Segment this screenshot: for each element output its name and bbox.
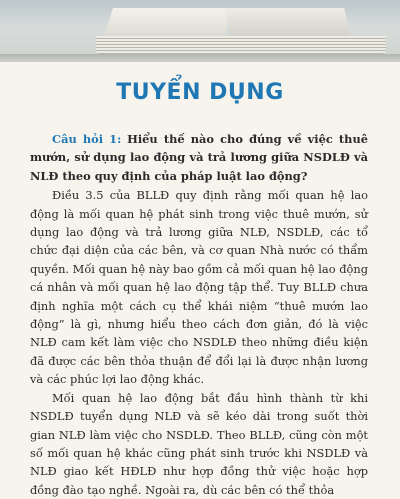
header-book-photo xyxy=(0,0,400,62)
body-paragraph-2: Mối quan hệ lao động bắt đầu hình thành từ khi NSDLĐ tuyển dụng NLĐ và sẽ kéo dài trong suốt thời gian NLĐ làm việc cho NSDLĐ. Theo BLLĐ, cũng còn một số mối quan hệ khác cũng phát sinh trước khi NSDLĐ và NLĐ giao kết HĐLĐ như hợp đồng thử việc hoặc hợp đồng đào tạo nghề. Ngoài ra, dù các bên có thể thỏa xyxy=(30,390,368,497)
document-body xyxy=(30,130,368,499)
body-paragraph-1: Điều 3.5 của BLLĐ quy định rằng mối quan hệ lao động là mối quan hệ phát sinh trong việc thuê mướn, sử dụng lao động và trả lương giữa NLĐ, NSDLĐ, các tổ chức đại diện của các bên, và cơ quan Nhà nước có thẩm quyền. Mối quan hệ này bao gồm cả mối quan hệ lao động cá nhân và mối quan hệ lao động tập thể. Tuy BLLĐ chưa định nghĩa một cách cụ thể khái niệm “thuê mướn lao động” là gì, nhưng hiểu theo cách đơn giản, đó là việc NLĐ cam kết làm việc cho NSDLĐ theo những điều kiện đã được các bên thỏa thuận để đổi lại là được nhận lương và các phúc lợi lao động khác. xyxy=(30,188,368,387)
book-page-stack xyxy=(96,36,386,54)
section-title: TUYỂN DỤNG xyxy=(116,80,284,105)
question-text: Hiểu thế nào cho đúng về việc thuê mướn, sử dụng lao động và trả lương giữa NSDLĐ và NLĐ theo quy định của pháp luật lao động? xyxy=(30,132,368,183)
question-paragraph xyxy=(30,130,368,185)
book-page-left xyxy=(103,8,233,39)
book-shadow xyxy=(0,54,400,62)
book-page-right xyxy=(224,8,352,39)
question-label: Câu hỏi 1: xyxy=(52,132,122,146)
